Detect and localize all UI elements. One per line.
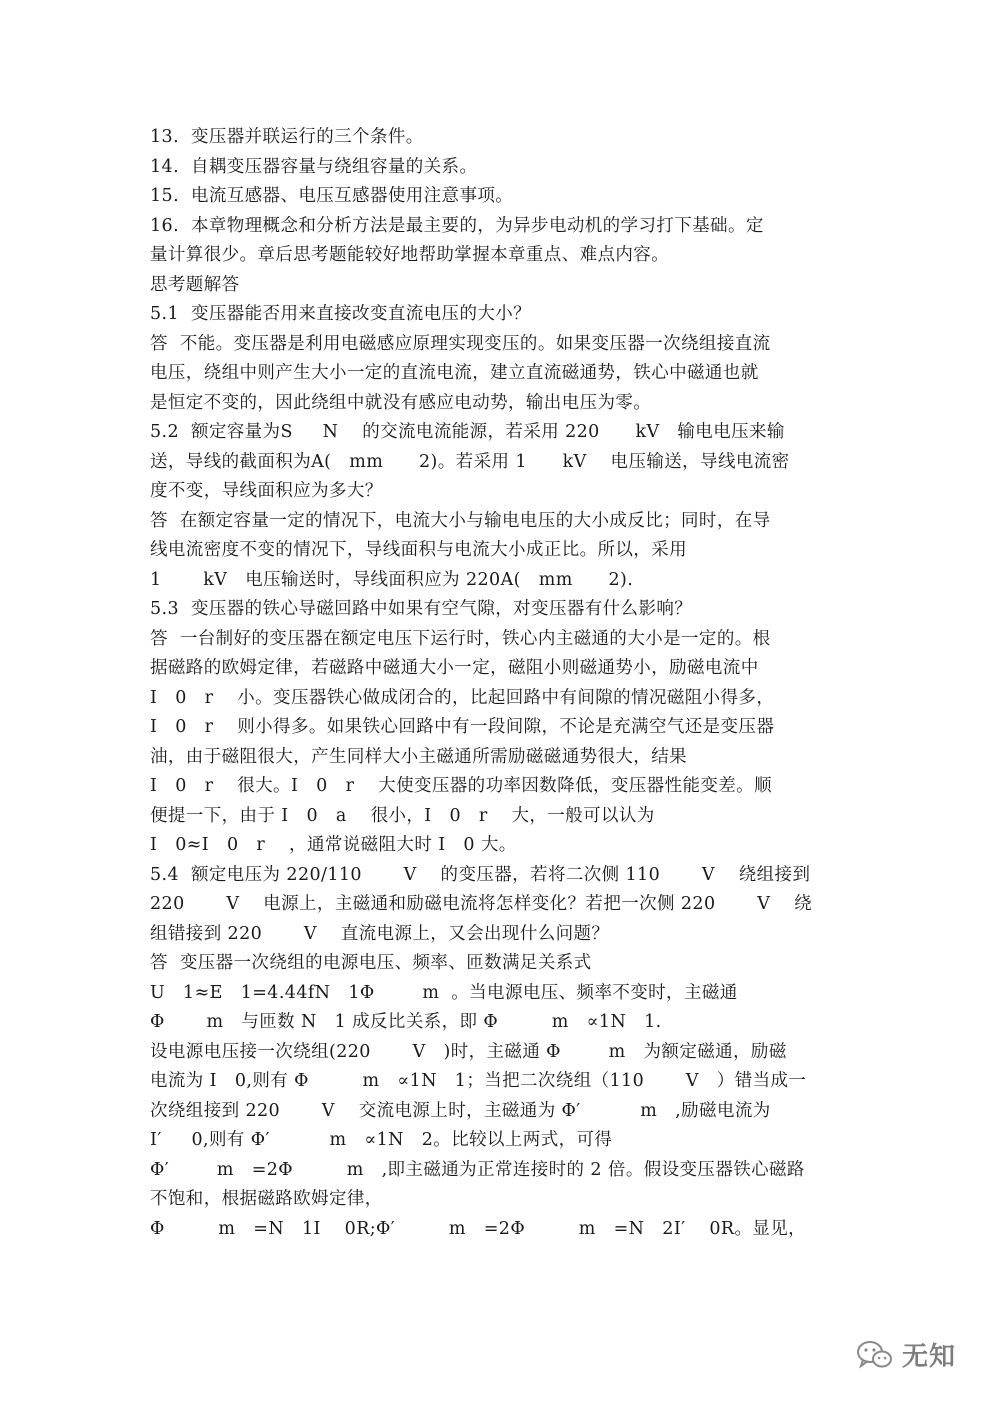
text-line: 油，由于磁阻很大，产生同样大小主磁通所需励磁磁通势很大，结果 bbox=[150, 746, 687, 767]
text-line: 5.2 额定容量为S N 的交流电流能源，若采用 220 kV 输电电压来输 bbox=[150, 422, 785, 442]
text-line: 电压，绕组中则产生大小一定的直流电流，建立直流磁通势，铁心中磁通也就 bbox=[150, 363, 759, 383]
text-line: I 0 r 小。变压器铁心做成闭合的，比起回路中有间隙的情况磁阻小得多， bbox=[150, 687, 775, 708]
text-line: I 0 r 很大。I 0 r 大使变压器的功率因数降低，变压器性能变差。顺 bbox=[150, 776, 772, 796]
text-line: I′ 0,则有 Φ′ m ∝1N 2。比较以上两式，可得 bbox=[150, 1130, 613, 1150]
text-line: 220 V 电源上，主磁通和励磁电流将怎样变化？若把一次侧 220 V 绕 bbox=[150, 894, 813, 914]
text-line: 是恒定不变的，因此绕组中就没有感应电动势，输出电压为零。 bbox=[150, 392, 652, 413]
text-line: 5.3 变压器的铁心导磁回路中如果有空气隙，对变压器有什么影响？ bbox=[150, 599, 693, 619]
text-line: 不饱和，根据磁路欧姆定律， bbox=[150, 1189, 383, 1209]
text-line: I 0≈I 0 r ，通常说磁阻大时 I 0 大。 bbox=[150, 835, 517, 855]
text-line: 度不变，导线面积应为多大？ bbox=[150, 481, 383, 501]
text-line: Φ m =N 1I 0R;Φ′ m =2Φ m =N 2I′ 0R。显见， bbox=[150, 1218, 807, 1239]
text-line: I 0 r 则小得多。如果铁心回路中有一段间隙，不论是充满空气还是变压器 bbox=[150, 717, 775, 737]
text-line: 1 kV 电压输送时，导线面积应为 220A( mm 2). bbox=[150, 569, 634, 590]
text-line: 线电流密度不变的情况下，导线面积与电流大小成正比。所以，采用 bbox=[150, 540, 687, 560]
text-line: 5.4 额定电压为 220/110 V 的变压器，若将二次侧 110 V 绕组接到 bbox=[150, 864, 811, 885]
text-line: 电流为 I 0,则有 Φ m ∝1N 1；当把二次绕组（110 V ）错当成一 bbox=[150, 1071, 807, 1091]
text-line: 答 不能。变压器是利用电磁感应原理实现变压的。如果变压器一次绕组接直流 bbox=[150, 333, 771, 354]
text-line: 设电源电压接一次绕组(220 V )时，主磁通 Φ m 为额定磁通，励磁 bbox=[150, 1041, 787, 1062]
text-line: 思考题解答 bbox=[150, 274, 240, 295]
text-line: 便提一下，由于 I 0 a 很小，I 0 r 大，一般可以认为 bbox=[150, 805, 655, 826]
text-line: 15. 电流互感器、电压互感器使用注意事项。 bbox=[150, 186, 514, 206]
text-line: 据磁路的欧姆定律，若磁路中磁通大小一定，磁阻小则磁通势小，励磁电流中 bbox=[150, 658, 759, 678]
text-line: 16. 本章物理概念和分析方法是最主要的，为异步电动机的学习打下基础。定 bbox=[150, 215, 764, 236]
text-line: 组错接到 220 V 直流电源上，又会出现什么问题？ bbox=[150, 923, 610, 944]
text-line: 14. 自耦变压器容量与绕组容量的关系。 bbox=[150, 156, 478, 177]
text-line: 送，导线的截面积为A( mm 2)。若采用 1 kV 电压输送，导线电流密 bbox=[150, 451, 790, 472]
text-line: 13. 变压器并联运行的三个条件。 bbox=[150, 127, 424, 147]
text-line: Φ′ m =2Φ m ,即主磁通为正常连接时的 2 倍。假设变压器铁心磁路 bbox=[150, 1159, 805, 1180]
text-line: 量计算很少。章后思考题能较好地帮助掌握本章重点、难点内容。 bbox=[150, 245, 670, 265]
text-line: Φ m 与匝数 N 1 成反比关系，即 Φ m ∝1N 1. bbox=[150, 1012, 662, 1032]
watermark bbox=[856, 1336, 956, 1373]
text-line: 答 在额定容量一定的情况下，电流大小与输电电压的大小成反比；同时，在导 bbox=[150, 510, 771, 531]
text-line: 答 一台制好的变压器在额定电压下运行时，铁心内主磁通的大小是一定的。根 bbox=[150, 628, 771, 649]
text-line: 答 变压器一次绕组的电源电压、频率、匝数满足关系式 bbox=[150, 953, 592, 973]
text-line: 次绕组接到 220 V 交流电源上时，主磁通为 Φ′ m ,励磁电流为 bbox=[150, 1100, 771, 1121]
text-line: U 1≈E 1=4.44fN 1Φ m 。当电源电压、频率不变时，主磁通 bbox=[150, 982, 738, 1003]
watermark-text: 无知 bbox=[901, 1342, 956, 1372]
wechat-icon bbox=[856, 1340, 894, 1370]
text-line: 5.1 变压器能否用来直接改变直流电压的大小？ bbox=[150, 304, 532, 324]
